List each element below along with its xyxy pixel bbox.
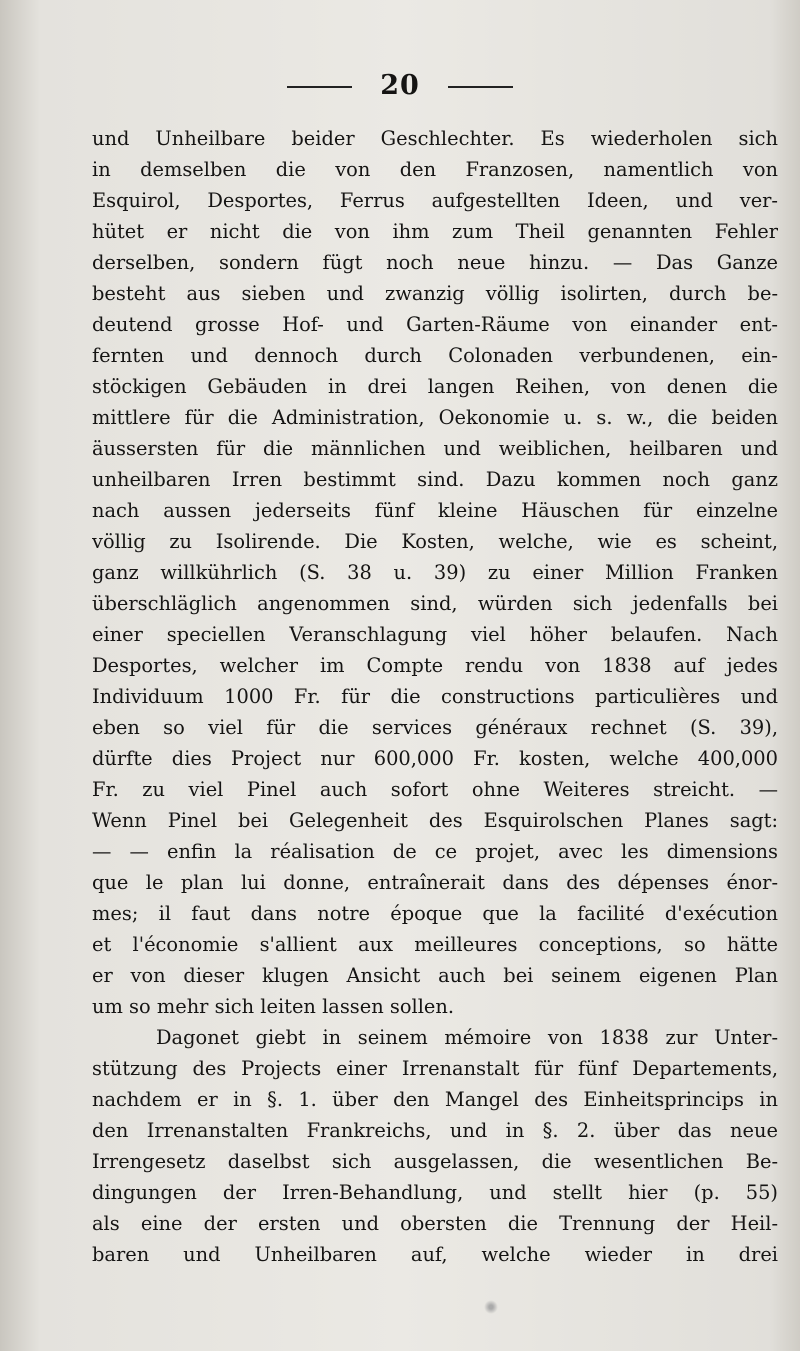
text-line: et l'économie s'allient aux meilleures conceptions, so hätte xyxy=(92,933,778,956)
text-line: nachdem er in §. 1. über den Mangel des Einheitsprincips in xyxy=(92,1088,778,1111)
text-line: besteht aus sieben und zwanzig völlig isolirten, durch be- xyxy=(92,282,778,305)
text-line: nach aussen jederseits fünf kleine Häuschen für einzelne xyxy=(92,499,778,522)
header-rule-right xyxy=(448,86,513,88)
text-line: baren und Unheilbaren auf, welche wieder in drei xyxy=(92,1243,778,1266)
text-line: que le plan lui donne, entraînerait dans des dépenses énor- xyxy=(92,871,778,894)
text-line: Esquirol, Desportes, Ferrus aufgestellten Ideen, und ver- xyxy=(92,189,778,212)
paper-spot xyxy=(484,1300,498,1314)
text-line: mes; il faut dans notre époque que la facilité d'exécution xyxy=(92,902,778,925)
text-line: er von dieser klugen Ansicht auch bei seinem eigenen Plan xyxy=(92,964,778,987)
text-line: dingungen der Irren-Behandlung, und stellt hier (p. 55) xyxy=(92,1181,778,1204)
text-line: Wenn Pinel bei Gelegenheit des Esquirolschen Planes sagt: xyxy=(92,809,778,832)
text-line: einer speciellen Veranschlagung viel höher belaufen. Nach xyxy=(92,623,778,646)
text-line: den Irrenanstalten Frankreichs, und in §. 2. über das neue xyxy=(92,1119,778,1142)
text-line: Fr. zu viel Pinel auch sofort ohne Weiteres streicht. — xyxy=(92,778,778,801)
text-line: und Unheilbare beider Geschlechter. Es wiederholen sich xyxy=(92,127,778,150)
text-line: deutend grosse Hof- und Garten-Räume von einander ent- xyxy=(92,313,778,336)
text-line: überschläglich angenommen sind, würden sich jedenfalls bei xyxy=(92,592,778,615)
text-line: fernten und dennoch durch Colonaden verbundenen, ein- xyxy=(92,344,778,367)
text-line: hütet er nicht die von ihm zum Theil genannten Fehler xyxy=(92,220,778,243)
text-line: in demselben die von den Franzosen, namentlich von xyxy=(92,158,778,181)
text-line: Individuum 1000 Fr. für die constructions particulières und xyxy=(92,685,778,708)
text-line: um so mehr sich leiten lassen sollen. xyxy=(92,995,455,1018)
text-line: — — enfin la réalisation de ce projet, avec les dimensions xyxy=(92,840,778,863)
text-line: stöckigen Gebäuden in drei langen Reihen, von denen die xyxy=(92,375,778,398)
text-line: stützung des Projects einer Irrenanstalt für fünf Departements, xyxy=(92,1057,778,1080)
text-line: Desportes, welcher im Compte rendu von 1838 auf jedes xyxy=(92,654,778,677)
text-line: Dagonet giebt in seinem mémoire von 1838 zur Unter- xyxy=(156,1026,778,1049)
header-rule-left xyxy=(287,86,352,88)
page-header xyxy=(0,70,800,101)
text-line: dürfte dies Project nur 600,000 Fr. kosten, welche 400,000 xyxy=(92,747,778,770)
text-line: ganz willkührlich (S. 38 u. 39) zu einer Million Franken xyxy=(92,561,778,584)
body-text xyxy=(92,123,778,1270)
text-line: mittlere für die Administration, Oekonomie u. s. w., die beiden xyxy=(92,406,778,429)
text-line: als eine der ersten und obersten die Trennung der Heil- xyxy=(92,1212,778,1235)
text-line: derselben, sondern fügt noch neue hinzu. — Das Ganze xyxy=(92,251,778,274)
text-line: völlig zu Isolirende. Die Kosten, welche, wie es scheint, xyxy=(92,530,778,553)
text-line: eben so viel für die services généraux rechnet (S. 39), xyxy=(92,716,778,739)
text-line: unheilbaren Irren bestimmt sind. Dazu kommen noch ganz xyxy=(92,468,778,491)
page-number: 20 xyxy=(380,70,420,101)
text-line: äussersten für die männlichen und weiblichen, heilbaren und xyxy=(92,437,778,460)
text-line: Irrengesetz daselbst sich ausgelassen, die wesentlichen Be- xyxy=(92,1150,778,1173)
